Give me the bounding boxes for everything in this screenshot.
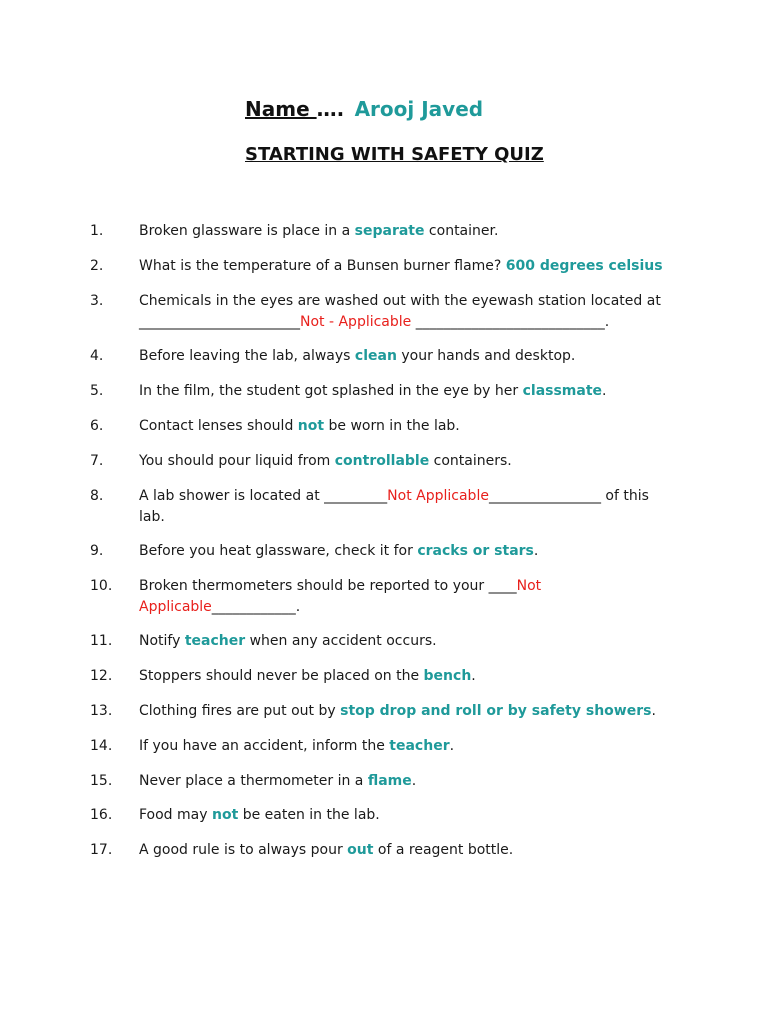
question-fragment: Notify [139, 633, 185, 649]
question-fragment: . [449, 738, 455, 754]
question-fragment: container. [424, 223, 499, 239]
question-number: 7. [90, 453, 104, 469]
not-applicable-text: Not Applicable [139, 578, 542, 615]
answer-text: teacher [389, 738, 450, 754]
answer-text: out [347, 842, 374, 858]
question-text [139, 221, 669, 242]
name-dots: …. [316, 97, 345, 121]
question-fragment: Chemicals in the eyes are washed out with the eyewash station located at _______________________ [139, 293, 661, 330]
question-fragment: be worn in the lab. [324, 418, 460, 434]
question-fragment: Contact lenses should [139, 418, 298, 434]
answer-text: 600 degrees celsius [505, 258, 663, 274]
question-text [139, 451, 669, 472]
name-label: Name [245, 97, 317, 121]
question-number: 13. [90, 703, 113, 719]
answer-text: clean [354, 348, 397, 364]
name-line [245, 96, 483, 122]
answer-text: teacher [184, 633, 246, 649]
question-fragment: Stoppers should never be placed on the [139, 668, 424, 684]
question-fragment: . [651, 703, 656, 719]
question-number: 8. [90, 488, 104, 504]
question-fragment: Broken thermometers should be reported to your ____ [139, 578, 517, 594]
question-number: 4. [90, 348, 104, 364]
question-number: 17. [90, 842, 113, 858]
answer-text: classmate [522, 383, 603, 399]
question-fragment: Never place a thermometer in a [139, 773, 368, 789]
question-fragment: Clothing fires are put out by [139, 703, 341, 719]
question-fragment: Before you heat glassware, check it for [139, 543, 418, 559]
question-fragment: be eaten in the lab. [238, 807, 380, 823]
question-text [139, 486, 669, 528]
question-text [139, 701, 669, 722]
question-text [139, 840, 669, 861]
answer-text: flame [367, 773, 412, 789]
question-number: 16. [90, 807, 113, 823]
question-fragment: Before leaving the lab, always [139, 348, 355, 364]
question-number: 5. [90, 383, 104, 399]
not-applicable-text: Not Applicable [387, 488, 489, 504]
question-fragment: containers. [429, 453, 512, 469]
question-text [139, 256, 669, 277]
question-number: 3. [90, 293, 104, 309]
answer-text: cracks or stars [417, 543, 534, 559]
question-fragment: Food may [139, 807, 212, 823]
question-fragment: If you have an accident, inform the [139, 738, 390, 754]
question-text [139, 805, 669, 826]
question-fragment: . [533, 543, 539, 559]
answer-text: bench [423, 668, 472, 684]
question-number: 9. [90, 543, 104, 559]
question-text [139, 576, 669, 618]
question-fragment: Broken glassware is place in a [139, 223, 355, 239]
answer-text: controllable [334, 453, 430, 469]
question-fragment: ________________ of this lab. [139, 488, 649, 525]
answer-text: stop drop and roll or by safety showers [340, 703, 652, 719]
question-fragment: . [411, 773, 417, 789]
question-fragment: What is the temperature of a Bunsen burner flame? [139, 258, 506, 274]
question-text [139, 771, 669, 792]
question-text [139, 291, 669, 333]
question-fragment: A good rule is to always pour [139, 842, 348, 858]
question-fragment: A lab shower is located at _________ [139, 488, 388, 504]
question-number: 10. [90, 578, 113, 594]
student-name: Arooj Javed [354, 97, 484, 121]
question-fragment: . [471, 668, 476, 684]
answer-text: not [297, 418, 325, 434]
question-number: 6. [90, 418, 104, 434]
question-text [139, 631, 669, 652]
question-fragment: when any accident occurs. [245, 633, 437, 649]
question-text [139, 666, 669, 687]
answer-text: not [211, 807, 239, 823]
answer-text: separate [354, 223, 425, 239]
question-fragment: You should pour liquid from [139, 453, 335, 469]
question-number: 15. [90, 773, 113, 789]
question-fragment: ___________________________. [415, 314, 610, 330]
question-fragment: . [602, 383, 607, 399]
question-fragment: of a reagent bottle. [373, 842, 514, 858]
not-applicable-text: Not - Applicable [300, 314, 416, 330]
question-number: 12. [90, 668, 113, 684]
question-fragment: In the film, the student got splashed in the eye by her [139, 383, 523, 399]
question-text [139, 736, 669, 757]
question-text [139, 541, 669, 562]
question-fragment: your hands and desktop. [396, 348, 576, 364]
question-number: 14. [90, 738, 113, 754]
question-text [139, 416, 669, 437]
question-number: 1. [90, 223, 104, 239]
question-number: 11. [90, 633, 113, 649]
quiz-title: STARTING WITH SAFETY QUIZ [245, 144, 544, 165]
question-fragment: ____________. [211, 599, 301, 615]
question-number: 2. [90, 258, 104, 274]
question-text [139, 381, 669, 402]
question-text [139, 346, 669, 367]
